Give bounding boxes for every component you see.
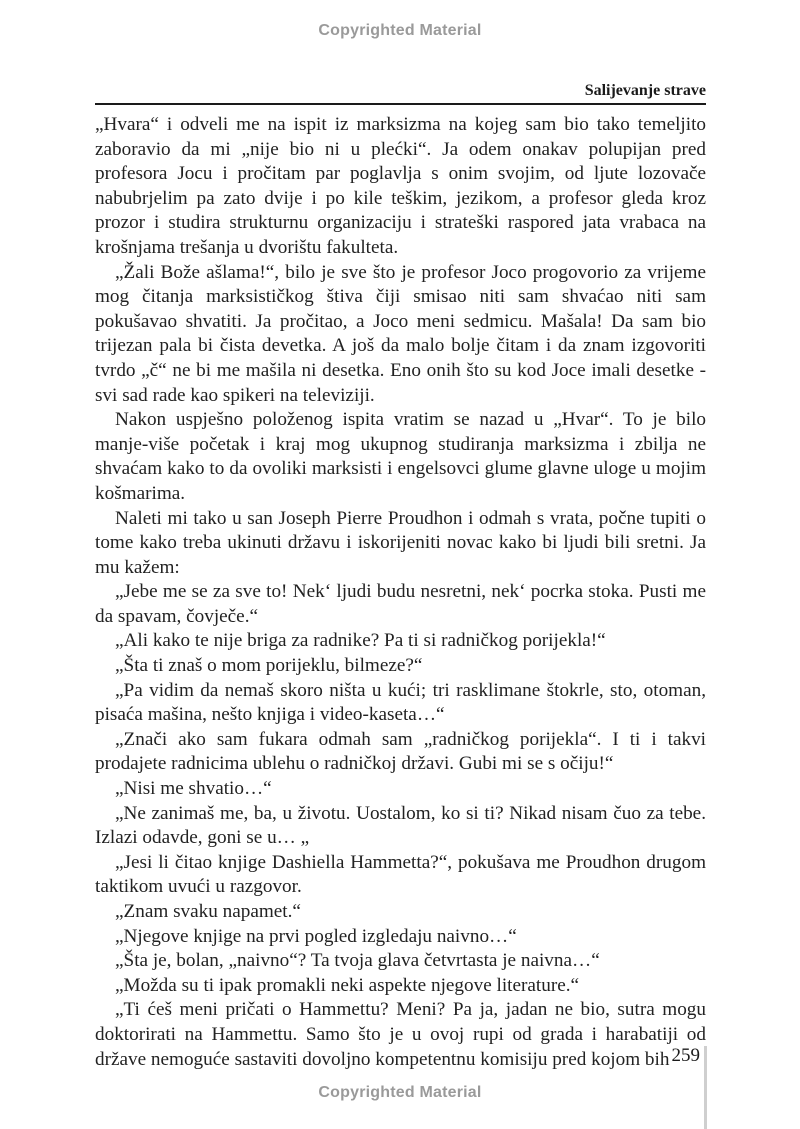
copyright-watermark-bottom: Copyrighted Material — [318, 1084, 482, 1101]
dialogue-line: „Pa vidim da nemaš skoro ništa u kući; tri rasklimane štokrle, sto, otoman, pisaća mašina, nešto knjiga i video-kaseta…“ — [95, 679, 706, 726]
dialogue-line: „Nisi me shvatio…“ — [115, 778, 272, 800]
body-text — [95, 113, 706, 1072]
dialogue-line: „Šta je, bolan, „naivno“? Ta tvoja glava četvrtasta je naivna…“ — [115, 950, 600, 972]
page-number: 259 — [671, 1045, 700, 1066]
paragraph: Nakon uspješno položenog ispita vratim se nazad u „Hvar“. To je bilo manje-više početak i kraj mog ukupnog studiranja marksizma i zbilja ne shvaćam kako to da ovoliki marksisti i engelsovci glume glavne uloge u mojim košmarima. — [95, 409, 706, 504]
header-rule — [95, 103, 706, 105]
dialogue-line: „Znači ako sam fukara odmah sam „radničkog porijekla“. I ti i takvi prodajete radnicima ublehu o radničkoj državi. Gubi mi se s očiju!“ — [95, 728, 706, 775]
copyright-watermark-top: Copyrighted Material — [318, 22, 482, 39]
dialogue-line: „Njegove knjige na prvi pogled izgledaju naivno…“ — [115, 925, 517, 947]
dialogue-line: „Jesi li čitao knjige Dashiella Hammetta?“, pokušava me Proudhon drugom taktikom uvući u razgovor. — [95, 851, 706, 898]
paragraph: „Hvara“ i odveli me na ispit iz marksizma na kojeg sam bio tako temeljito zaboravio da mi „nije bio ni u plećki“. Ja odem onakav polupijan pred profesora Jocu i pročitam par poglavlja s onim svojim, od ljute lozovače nabubrjelim pa zato dvije i po kile teškim, jezikom, a profesor gleda kroz prozor i studira strukturnu organizaciju i strateški raspored jata vrabaca na krošnjama trešanja u dvorištu fakulteta. — [95, 114, 706, 258]
paragraph: Naleti mi tako u san Joseph Pierre Proudhon i odmah s vrata, počne tupiti o tome kako treba ukinuti državu i iskorijeniti novac kako bi ljudi bili sretni. Ja mu kažem: — [95, 507, 706, 578]
paragraph: „Žali Bože ašlama!“, bilo je sve što je profesor Joco progovorio za vrijeme mog čitanja marksističkog štiva čiji smisao niti sam shvaćao niti sam pokušavao shvatiti. Ja pročitao, a Joco meni sedmicu. Mašala! Da sam bio trijezan pala bi čista devetka. A još da malo bolje čitam i da znam izgovoriti tvrdo „č“ ne bi me mašila ni desetka. Eno onih što su kod Joce imali desetke - svi sad rade kao spikeri na televiziji. — [95, 261, 706, 406]
running-head-title: Salijevanje strave — [584, 82, 706, 99]
dialogue-line: „Možda su ti ipak promakli neki aspekte njegove literature.“ — [115, 974, 580, 996]
dialogue-line: „Ali kako te nije briga za radnike? Pa ti si radničkog porijekla!“ — [115, 630, 606, 652]
dialogue-line: „Jebe me se za sve to! Nek‘ ljudi budu nesretni, nek‘ pocrka stoka. Pusti me da spavam, čovječe.“ — [95, 581, 706, 627]
dialogue-line: „Ti ćeš meni pričati o Hammettu? Meni? Pa ja, jadan ne bio, sutra mogu doktorirati na Hammettu. Samo što je u ovoj rupi od grada i harabatiji od države nemoguće sastaviti dovoljno kompetentnu komisiju pred kojom bih — [95, 999, 706, 1070]
dialogue-line: „Šta ti znaš o mom porijeklu, bilmeze?“ — [115, 655, 423, 677]
dialogue-line: „Znam svaku napamet.“ — [115, 901, 301, 922]
dialogue-line: „Ne zanimaš me, ba, u životu. Uostalom, ko si ti? Nikad nisam čuo za tebe. Izlazi odavde, goni se u… „ — [95, 802, 706, 849]
